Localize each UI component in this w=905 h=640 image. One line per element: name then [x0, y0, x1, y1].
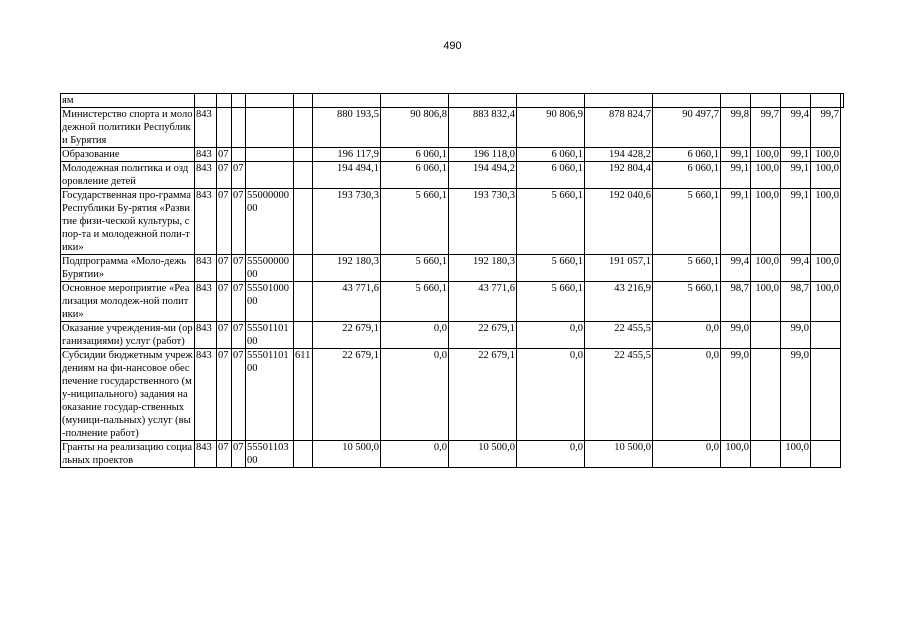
value-cell: [751, 441, 781, 468]
value-cell: 6 060,1: [381, 148, 449, 162]
value-cell: [841, 94, 844, 108]
code-cell: 07: [232, 322, 246, 349]
value-cell: 90 497,7: [653, 108, 721, 148]
code-cell: [294, 322, 313, 349]
code-cell: [195, 94, 217, 108]
value-cell: 196 118,0: [449, 148, 517, 162]
code-cell: [246, 162, 294, 189]
value-cell: 22 679,1: [449, 322, 517, 349]
table-row: [61, 349, 844, 441]
value-cell: 99,8: [721, 108, 751, 148]
value-cell: 99,1: [781, 189, 811, 255]
code-cell: [294, 189, 313, 255]
code-cell: [294, 441, 313, 468]
code-cell: 07: [217, 282, 232, 322]
value-cell: 100,0: [721, 441, 751, 468]
value-cell: 6 060,1: [517, 148, 585, 162]
value-cell: 192 040,6: [585, 189, 653, 255]
code-cell: 843: [195, 108, 217, 148]
value-cell: [781, 94, 811, 108]
value-cell: 5 660,1: [653, 189, 721, 255]
value-cell: 10 500,0: [585, 441, 653, 468]
value-cell: 100,0: [811, 282, 841, 322]
value-cell: 192 804,4: [585, 162, 653, 189]
budget-table: [60, 93, 844, 468]
value-cell: 10 500,0: [313, 441, 381, 468]
value-cell: 99,4: [781, 108, 811, 148]
value-cell: 192 180,3: [449, 255, 517, 282]
value-cell: 99,7: [811, 108, 841, 148]
table-row: [61, 148, 844, 162]
code-cell: 07: [232, 189, 246, 255]
table-row: [61, 441, 844, 468]
row-name-cell: Образование: [61, 148, 195, 162]
code-cell: 07: [217, 148, 232, 162]
value-cell: 90 806,9: [517, 108, 585, 148]
row-name-cell: Министерство спорта и молодежной политики Республики Бурятия: [62, 109, 193, 146]
code-cell: 843: [195, 441, 217, 468]
value-cell: 6 060,1: [653, 148, 721, 162]
value-cell: [585, 94, 653, 108]
code-cell: 07: [232, 255, 246, 282]
value-cell: 5 660,1: [381, 189, 449, 255]
table-row: [61, 162, 844, 189]
value-cell: 0,0: [381, 441, 449, 468]
value-cell: 22 455,5: [585, 349, 653, 441]
code-cell: 07: [232, 441, 246, 468]
value-cell: [811, 94, 841, 108]
value-cell: 10 500,0: [449, 441, 517, 468]
value-cell: 100,0: [811, 189, 841, 255]
row-name-cell: Субсидии бюджетным учреждениям на фи-нансовое обеспечение государственного (му-ниципального) задания на оказание государ-ственных (муници-пальных) услуг (вы-полнение работ): [62, 350, 193, 439]
value-cell: 22 679,1: [449, 349, 517, 441]
value-cell: 100,0: [751, 162, 781, 189]
row-name-cell: Основное мероприятие «Реализация молодеж-ной политики»: [61, 282, 195, 322]
code-cell: 843: [195, 255, 217, 282]
value-cell: 100,0: [751, 282, 781, 322]
value-cell: [811, 441, 841, 468]
page-number: 490: [443, 40, 462, 52]
value-cell: 0,0: [653, 322, 721, 349]
table-row: [61, 108, 844, 148]
value-cell: 99,0: [781, 349, 811, 441]
value-cell: [811, 349, 841, 441]
value-cell: 43 216,9: [585, 282, 653, 322]
value-cell: 43 771,6: [313, 282, 381, 322]
value-cell: 6 060,1: [653, 162, 721, 189]
value-cell: [517, 94, 585, 108]
code-cell: 07: [217, 349, 232, 441]
value-cell: 0,0: [517, 441, 585, 468]
value-cell: 100,0: [751, 189, 781, 255]
code-cell: 5550000000: [246, 255, 294, 282]
value-cell: 99,0: [721, 349, 751, 441]
code-cell: 07: [217, 255, 232, 282]
code-cell: 843: [195, 282, 217, 322]
value-cell: 193 730,3: [313, 189, 381, 255]
row-name-cell: Гранты на реализацию социальных проектов: [61, 441, 195, 468]
value-cell: 880 193,5: [313, 108, 381, 148]
code-cell: 5550110300: [246, 441, 294, 468]
value-cell: 99,4: [721, 255, 751, 282]
value-cell: [751, 94, 781, 108]
code-cell: 843: [195, 349, 217, 441]
value-cell: [751, 349, 781, 441]
value-cell: 100,0: [811, 148, 841, 162]
table-row: [61, 189, 844, 255]
value-cell: 0,0: [517, 322, 585, 349]
code-cell: [232, 108, 246, 148]
code-cell: [246, 148, 294, 162]
value-cell: 99,1: [721, 189, 751, 255]
code-cell: 843: [195, 148, 217, 162]
value-cell: [751, 322, 781, 349]
value-cell: 99,1: [781, 148, 811, 162]
code-cell: [217, 94, 232, 108]
value-cell: 193 730,3: [449, 189, 517, 255]
value-cell: 194 494,2: [449, 162, 517, 189]
code-cell: 5550100000: [246, 282, 294, 322]
code-cell: 843: [195, 322, 217, 349]
value-cell: 99,0: [721, 322, 751, 349]
value-cell: 0,0: [381, 322, 449, 349]
value-cell: 0,0: [517, 349, 585, 441]
value-cell: 99,1: [721, 162, 751, 189]
value-cell: 100,0: [751, 255, 781, 282]
value-cell: 98,7: [721, 282, 751, 322]
value-cell: [381, 94, 449, 108]
code-cell: 07: [232, 282, 246, 322]
row-name-cell: Оказание учреждения-ми (организациями) услуг (работ): [62, 323, 193, 347]
value-cell: 191 057,1: [585, 255, 653, 282]
code-cell: 07: [232, 349, 246, 441]
value-cell: [449, 94, 517, 108]
code-cell: 07: [232, 162, 246, 189]
code-cell: 5550110100: [246, 322, 294, 349]
code-cell: [294, 148, 313, 162]
value-cell: 6 060,1: [381, 162, 449, 189]
value-cell: 22 679,1: [313, 322, 381, 349]
value-cell: 99,1: [721, 148, 751, 162]
value-cell: 5 660,1: [653, 282, 721, 322]
code-cell: 07: [217, 322, 232, 349]
table-row: [61, 255, 844, 282]
value-cell: 0,0: [653, 349, 721, 441]
value-cell: 99,0: [781, 322, 811, 349]
value-cell: [721, 94, 751, 108]
value-cell: 5 660,1: [653, 255, 721, 282]
budget-table-body: [61, 94, 844, 468]
value-cell: 98,7: [781, 282, 811, 322]
value-cell: 5 660,1: [517, 189, 585, 255]
row-name-cell: Государственная про-грамма Республики Бу-рятия «Развитие физи-ческой культуры, спор-та и молодежной поли-тики»: [61, 189, 195, 255]
value-cell: 5 660,1: [381, 255, 449, 282]
value-cell: 43 771,6: [449, 282, 517, 322]
code-cell: 843: [195, 162, 217, 189]
value-cell: 100,0: [811, 255, 841, 282]
value-cell: 22 679,1: [313, 349, 381, 441]
code-cell: [217, 108, 232, 148]
code-cell: [246, 108, 294, 148]
code-cell: [294, 162, 313, 189]
code-cell: [232, 94, 246, 108]
value-cell: 99,7: [751, 108, 781, 148]
code-cell: 611: [294, 349, 313, 441]
value-cell: 5 660,1: [517, 255, 585, 282]
value-cell: 883 832,4: [449, 108, 517, 148]
code-cell: 07: [217, 441, 232, 468]
code-cell: 843: [195, 189, 217, 255]
value-cell: 194 494,1: [313, 162, 381, 189]
value-cell: 100,0: [811, 162, 841, 189]
code-cell: [294, 108, 313, 148]
row-name-cell: Подпрограмма «Моло-дежь Бурятии»: [61, 255, 195, 282]
value-cell: 196 117,9: [313, 148, 381, 162]
value-cell: [653, 94, 721, 108]
value-cell: 5 660,1: [381, 282, 449, 322]
code-cell: [294, 94, 313, 108]
value-cell: 6 060,1: [517, 162, 585, 189]
code-cell: 07: [217, 189, 232, 255]
value-cell: 22 455,5: [585, 322, 653, 349]
value-cell: 0,0: [381, 349, 449, 441]
value-cell: 99,4: [781, 255, 811, 282]
value-cell: 99,1: [781, 162, 811, 189]
table-row: [61, 94, 844, 108]
code-cell: [294, 282, 313, 322]
code-cell: 07: [217, 162, 232, 189]
value-cell: 90 806,8: [381, 108, 449, 148]
row-name-cell: ям: [61, 94, 195, 108]
value-cell: 5 660,1: [517, 282, 585, 322]
code-cell: [294, 255, 313, 282]
value-cell: 100,0: [751, 148, 781, 162]
value-cell: [811, 322, 841, 349]
value-cell: 0,0: [653, 441, 721, 468]
value-cell: 100,0: [781, 441, 811, 468]
table-row: [61, 282, 844, 322]
value-cell: 194 428,2: [585, 148, 653, 162]
value-cell: 192 180,3: [313, 255, 381, 282]
table-row: [61, 322, 844, 349]
code-cell: 5500000000: [246, 189, 294, 255]
code-cell: [246, 94, 294, 108]
code-cell: [232, 148, 246, 162]
value-cell: [313, 94, 381, 108]
value-cell: 878 824,7: [585, 108, 653, 148]
row-name-cell: Молодежная политика и оздоровление детей: [61, 162, 195, 189]
code-cell: 5550110100: [246, 349, 294, 441]
